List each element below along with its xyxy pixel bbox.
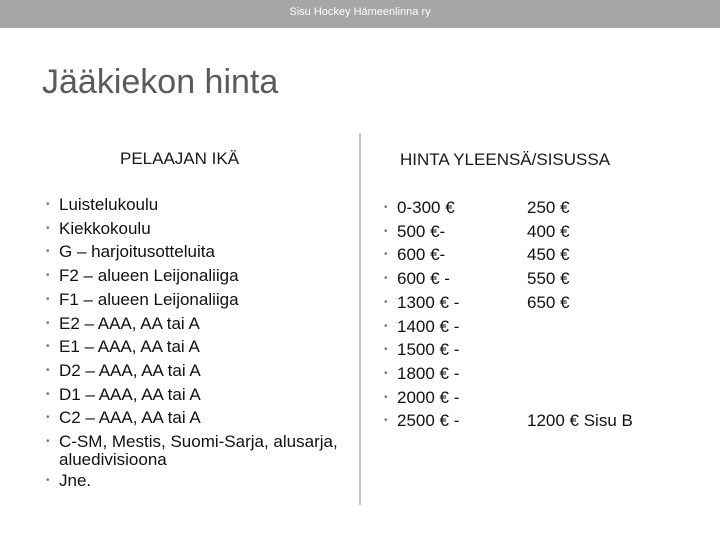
general-price: 1500 € - [397,340,460,360]
age-group-label: C2 – AAA, AA tai A [59,408,201,428]
bullet-icon: • [46,436,50,448]
bullet-icon: • [384,415,388,427]
header-bar [0,0,720,28]
bullet-icon: • [46,341,50,353]
bullet-icon: • [46,199,50,210]
bullet-icon: • [46,412,50,424]
bullet-icon: • [46,364,50,376]
list-item [46,264,349,288]
age-group-label: F1 – alueen Leijonaliiga [59,289,239,309]
list-item [384,315,507,339]
sisu-price [527,386,707,410]
age-group-label: D2 – AAA, AA tai A [59,360,201,380]
bullet-icon: • [384,320,388,332]
sisu-price: 250 € [527,198,570,217]
price-column-header: HINTA YLEENSÄ/SISUSSA [400,150,611,169]
list-item [46,240,349,264]
bullet-icon: • [384,344,388,356]
bullet-icon: • [384,391,388,403]
sisu-price [527,338,707,362]
list-item [384,362,507,386]
bullet-icon: • [384,367,388,379]
age-column-header: PELAAJAN IKÄ [120,149,240,168]
column-divider [359,133,361,505]
bullet-icon: • [384,273,388,285]
bullet-icon: • [384,202,388,213]
age-group-label: Jne. [59,471,92,491]
list-item [384,338,507,362]
list-item [384,220,507,244]
list-item [46,193,349,217]
list-item [46,469,349,493]
general-price: 1300 € - [397,292,460,312]
sisu-price: 450 € [527,245,570,265]
general-price: 0-300 € [397,198,455,217]
list-item [46,406,349,430]
list-item [46,383,349,407]
bullet-icon: • [384,225,388,237]
slide-title: Jääkiekon hinta [42,63,279,101]
sisu-price-list [527,196,707,433]
bullet-icon: • [46,270,50,282]
bullet-icon: • [46,222,50,234]
age-group-label: E2 – AAA, AA tai A [59,313,200,333]
sisu-price [527,362,707,386]
bullet-icon: • [384,296,388,308]
bullet-icon: • [46,317,50,329]
age-group-label: Kiekkokoulu [59,218,151,238]
bullet-icon: • [46,475,50,487]
list-item [384,409,507,433]
general-price: 1400 € - [397,316,460,336]
list-item [384,243,507,267]
age-group-label: D1 – AAA, AA tai A [59,384,201,404]
organization-name: Sisu Hockey Hämeenlinna ry [289,6,431,18]
list-item [46,335,349,359]
age-group-list [46,193,349,493]
sisu-price: 550 € [527,269,570,289]
bullet-icon: • [46,246,50,258]
list-item [384,386,507,410]
list-item [46,312,349,336]
list-item [46,359,349,383]
bullet-icon: • [46,388,50,400]
general-price: 2500 € - [397,411,460,431]
sisu-price: 650 € [527,292,570,312]
list-item [46,217,349,241]
general-price-list [384,196,507,433]
age-group-label: E1 – AAA, AA tai A [59,337,200,357]
age-group-label: Luistelukoulu [59,195,159,214]
general-price: 600 €- [397,245,446,265]
general-price: 1800 € - [397,363,460,383]
sisu-price: 1200 € Sisu B [527,411,633,431]
list-item [46,430,349,470]
list-item [46,288,349,312]
bullet-icon: • [46,293,50,305]
age-group-label: C-SM, Mestis, Suomi-Sarja, alusarja, aluedivisioona [59,432,338,470]
age-group-label: G – harjoitusotteluita [59,242,215,262]
list-item [384,291,507,315]
age-group-label: F2 – alueen Leijonaliiga [59,266,239,286]
list-item [384,196,507,220]
sisu-price: 400 € [527,221,570,241]
general-price: 600 € - [397,269,450,289]
sisu-price [527,314,707,338]
general-price: 2000 € - [397,387,460,407]
general-price: 500 €- [397,221,446,241]
bullet-icon: • [384,249,388,261]
list-item [384,267,507,291]
